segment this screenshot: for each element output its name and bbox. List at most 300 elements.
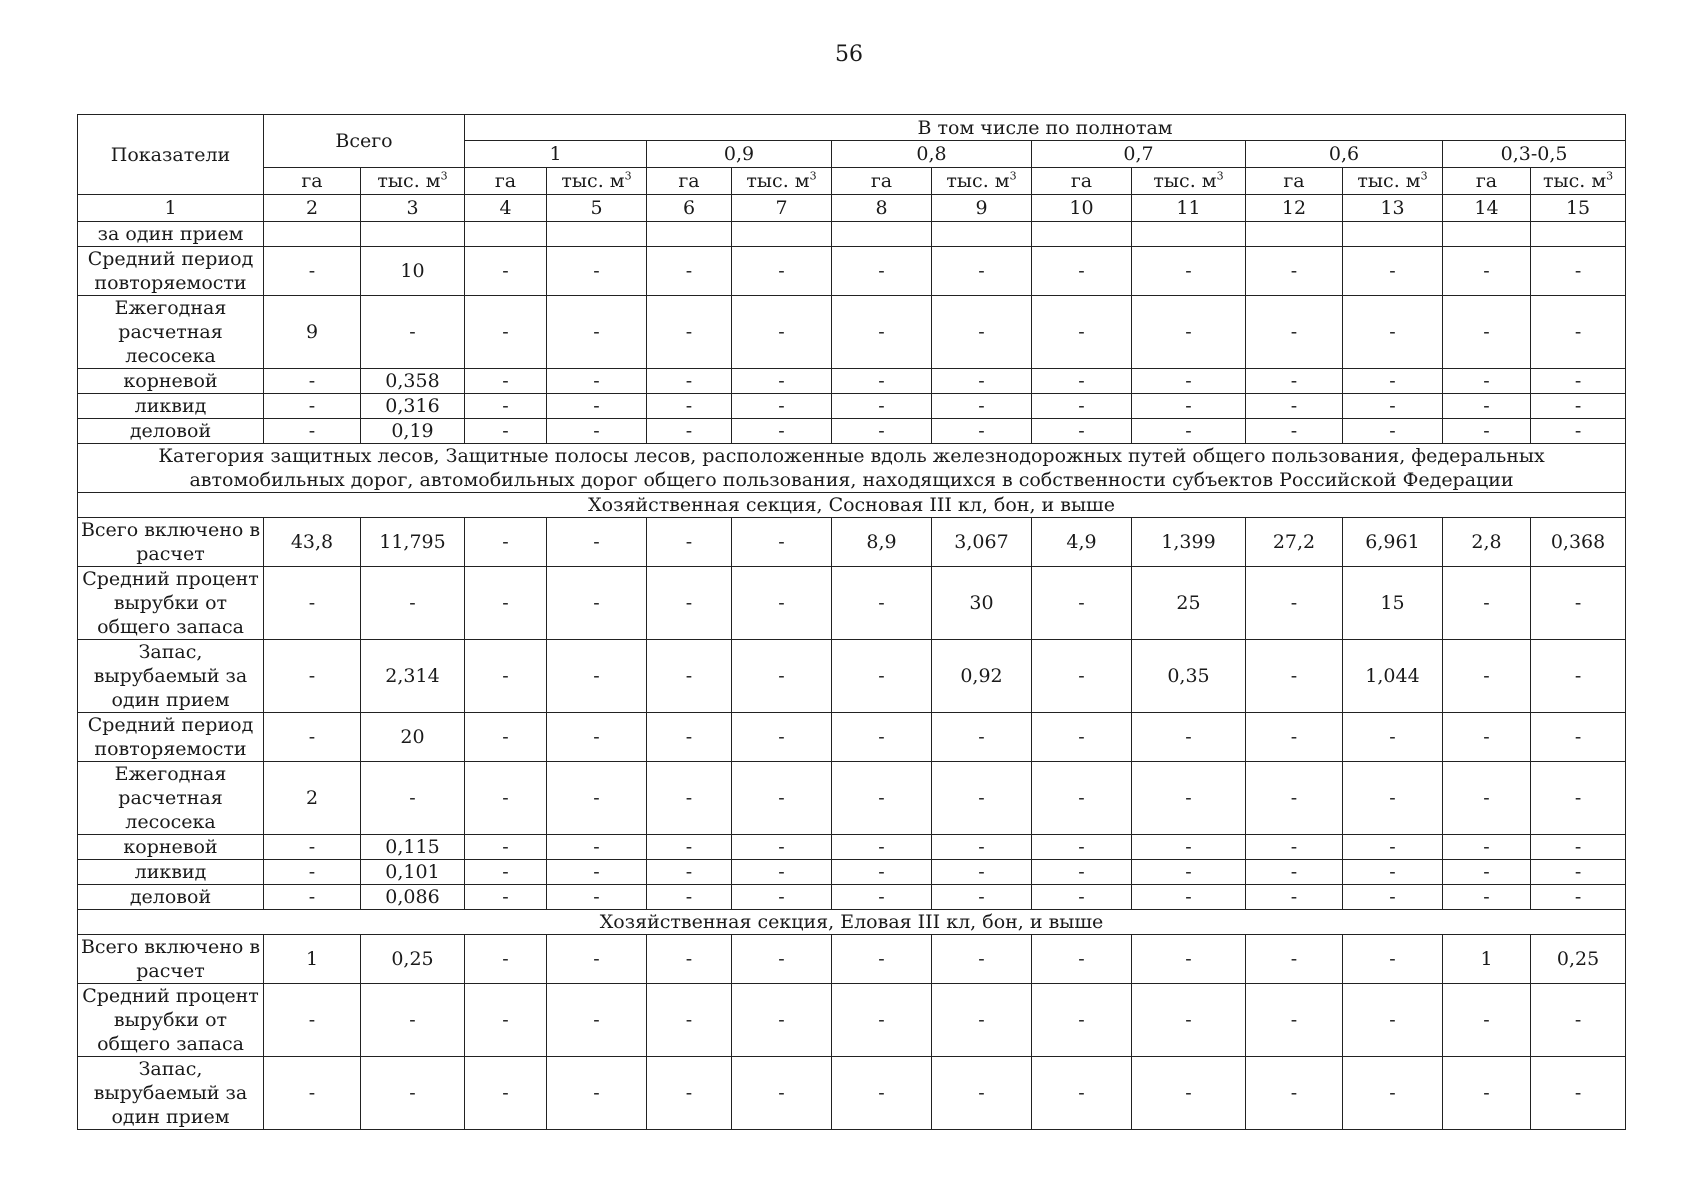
table-cell: 6,961 bbox=[1343, 518, 1443, 567]
table-header bbox=[78, 115, 1626, 222]
table-cell: - bbox=[932, 394, 1032, 419]
table-row bbox=[78, 984, 1626, 1057]
table-cell: - bbox=[647, 935, 732, 984]
row-label: ликвид bbox=[78, 394, 264, 419]
table-cell: - bbox=[1443, 567, 1531, 640]
table-cell: 0,316 bbox=[361, 394, 465, 419]
table-cell: - bbox=[832, 567, 932, 640]
column-number: 7 bbox=[732, 195, 832, 222]
table-cell: 8,9 bbox=[832, 518, 932, 567]
table-cell: - bbox=[1032, 935, 1132, 984]
table-cell: 1,399 bbox=[1132, 518, 1246, 567]
table-cell: 0,92 bbox=[932, 640, 1032, 713]
table-cell: - bbox=[264, 640, 361, 713]
table-cell: 25 bbox=[1132, 567, 1246, 640]
table-cell: 43,8 bbox=[264, 518, 361, 567]
table-cell: - bbox=[647, 885, 732, 910]
table-cell: - bbox=[932, 860, 1032, 885]
table-cell: - bbox=[1246, 762, 1343, 835]
table-cell: - bbox=[1531, 835, 1626, 860]
header-unit-row bbox=[78, 168, 1626, 195]
column-number: 1 bbox=[78, 195, 264, 222]
table-cell: - bbox=[647, 835, 732, 860]
table-cell: 9 bbox=[264, 296, 361, 369]
table-cell: - bbox=[732, 984, 832, 1057]
table-cell: - bbox=[547, 247, 647, 296]
unit-volume-text: тыс. м bbox=[377, 170, 441, 192]
table-cell: - bbox=[465, 369, 547, 394]
table-cell: - bbox=[264, 835, 361, 860]
table-cell: - bbox=[1443, 984, 1531, 1057]
header-by-density: В том числе по полнотам bbox=[465, 115, 1626, 141]
table-cell: - bbox=[465, 567, 547, 640]
table-row bbox=[78, 885, 1626, 910]
table-cell: - bbox=[1132, 713, 1246, 762]
table-cell: - bbox=[647, 296, 732, 369]
table-cell: - bbox=[1531, 1057, 1626, 1130]
table-cell: - bbox=[647, 860, 732, 885]
table-cell: - bbox=[732, 247, 832, 296]
table-cell: - bbox=[465, 247, 547, 296]
table-cell: - bbox=[647, 419, 732, 444]
column-number: 8 bbox=[832, 195, 932, 222]
table-cell: - bbox=[1343, 296, 1443, 369]
table-cell: - bbox=[832, 640, 932, 713]
table-cell: - bbox=[732, 296, 832, 369]
row-label: деловой bbox=[78, 885, 264, 910]
table-cell: - bbox=[1343, 1057, 1443, 1130]
table-cell: - bbox=[1032, 419, 1132, 444]
table-cell: - bbox=[1531, 885, 1626, 910]
table-row bbox=[78, 713, 1626, 762]
unit-volume-text: тыс. м bbox=[946, 170, 1010, 192]
table-cell: - bbox=[465, 1057, 547, 1130]
table-cell bbox=[1246, 222, 1343, 247]
table-cell: - bbox=[647, 567, 732, 640]
table-cell: - bbox=[732, 567, 832, 640]
table-cell: - bbox=[932, 762, 1032, 835]
column-number: 4 bbox=[465, 195, 547, 222]
table-cell: - bbox=[547, 394, 647, 419]
column-number: 2 bbox=[264, 195, 361, 222]
column-number: 12 bbox=[1246, 195, 1343, 222]
table-cell: 0,086 bbox=[361, 885, 465, 910]
table-cell: - bbox=[1246, 296, 1343, 369]
row-label: корневой bbox=[78, 369, 264, 394]
table-cell bbox=[1343, 222, 1443, 247]
table-cell bbox=[647, 222, 732, 247]
table-cell: 0,358 bbox=[361, 369, 465, 394]
table-row bbox=[78, 567, 1626, 640]
table-cell: - bbox=[732, 713, 832, 762]
table-cell: - bbox=[1032, 835, 1132, 860]
table-cell: - bbox=[1132, 835, 1246, 860]
table-cell: - bbox=[547, 885, 647, 910]
table-cell bbox=[932, 222, 1032, 247]
unit-volume-exponent: 3 bbox=[1606, 169, 1614, 183]
table-cell: - bbox=[1531, 984, 1626, 1057]
table-cell: 27,2 bbox=[1246, 518, 1343, 567]
table-row bbox=[78, 762, 1626, 835]
table-cell: - bbox=[361, 1057, 465, 1130]
table-cell: - bbox=[547, 567, 647, 640]
table-row bbox=[78, 394, 1626, 419]
unit-volume-exponent: 3 bbox=[1009, 169, 1017, 183]
table-cell: - bbox=[1531, 419, 1626, 444]
table-cell: - bbox=[465, 860, 547, 885]
unit-volume-text: тыс. м bbox=[1153, 170, 1217, 192]
table-cell: - bbox=[1132, 369, 1246, 394]
header-density: 1 bbox=[465, 141, 647, 168]
table-cell: - bbox=[647, 640, 732, 713]
table-cell: - bbox=[1443, 419, 1531, 444]
row-label: Ежегодная расчетная лесосека bbox=[78, 762, 264, 835]
table-cell: - bbox=[465, 935, 547, 984]
category-row bbox=[78, 444, 1626, 493]
table-cell: - bbox=[361, 762, 465, 835]
table-cell: - bbox=[647, 1057, 732, 1130]
table-cell: - bbox=[1443, 369, 1531, 394]
column-number: 13 bbox=[1343, 195, 1443, 222]
header-indicators: Показатели bbox=[78, 115, 264, 195]
table-cell: - bbox=[1032, 394, 1132, 419]
column-number: 5 bbox=[547, 195, 647, 222]
table-cell: - bbox=[264, 419, 361, 444]
table-cell: - bbox=[547, 419, 647, 444]
header-unit-ha: га bbox=[1032, 168, 1132, 195]
table-cell bbox=[547, 222, 647, 247]
table-cell: - bbox=[932, 984, 1032, 1057]
table-cell: - bbox=[647, 762, 732, 835]
column-number: 10 bbox=[1032, 195, 1132, 222]
table-cell: - bbox=[1132, 860, 1246, 885]
table-cell: - bbox=[647, 713, 732, 762]
table-cell: 0,115 bbox=[361, 835, 465, 860]
table-cell: 0,35 bbox=[1132, 640, 1246, 713]
table-cell: - bbox=[1246, 640, 1343, 713]
table-cell: - bbox=[1246, 1057, 1343, 1130]
row-label: Средний период повторяемости bbox=[78, 247, 264, 296]
table-cell: - bbox=[465, 394, 547, 419]
table-row bbox=[78, 419, 1626, 444]
table-cell: - bbox=[832, 935, 932, 984]
table-row bbox=[78, 518, 1626, 567]
table-cell: - bbox=[1246, 885, 1343, 910]
forest-table bbox=[77, 114, 1626, 1130]
table-cell: 2 bbox=[264, 762, 361, 835]
table-cell: 0,368 bbox=[1531, 518, 1626, 567]
row-label: Запас, вырубаемый за один прием bbox=[78, 1057, 264, 1130]
table-cell: - bbox=[1531, 247, 1626, 296]
section-label: Хозяйственная секция, Сосновая III кл, бон, и выше bbox=[78, 493, 1626, 518]
table-cell: - bbox=[932, 835, 1032, 860]
table-cell: 2,8 bbox=[1443, 518, 1531, 567]
table-cell: 0,101 bbox=[361, 860, 465, 885]
table-row bbox=[78, 247, 1626, 296]
table-cell bbox=[361, 222, 465, 247]
unit-volume-exponent: 3 bbox=[624, 169, 632, 183]
row-label: Средний процент вырубки от общего запаса bbox=[78, 567, 264, 640]
table-cell: - bbox=[547, 640, 647, 713]
table-cell: - bbox=[732, 885, 832, 910]
table-cell: - bbox=[647, 247, 732, 296]
table-cell: - bbox=[1246, 567, 1343, 640]
table-cell: - bbox=[932, 419, 1032, 444]
table-cell: - bbox=[264, 885, 361, 910]
table-cell: - bbox=[1443, 296, 1531, 369]
column-number: 15 bbox=[1531, 195, 1626, 222]
row-label: деловой bbox=[78, 419, 264, 444]
table-cell: - bbox=[465, 885, 547, 910]
table-cell: - bbox=[264, 247, 361, 296]
table-row bbox=[78, 369, 1626, 394]
row-label: за один прием bbox=[78, 222, 264, 247]
table-cell: - bbox=[1343, 394, 1443, 419]
table-row bbox=[78, 640, 1626, 713]
table-cell: - bbox=[832, 419, 932, 444]
table-cell: - bbox=[465, 762, 547, 835]
table-cell: - bbox=[1132, 419, 1246, 444]
table-cell bbox=[465, 222, 547, 247]
table-cell: - bbox=[1343, 860, 1443, 885]
table-cell: 2,314 bbox=[361, 640, 465, 713]
table-cell: - bbox=[1531, 394, 1626, 419]
unit-volume-text: тыс. м bbox=[1357, 170, 1421, 192]
table-cell: 0,25 bbox=[361, 935, 465, 984]
table-cell: - bbox=[264, 369, 361, 394]
header-column-numbers bbox=[78, 195, 1626, 222]
table-cell: - bbox=[932, 247, 1032, 296]
table-cell: - bbox=[932, 296, 1032, 369]
table-cell: - bbox=[832, 394, 932, 419]
row-label: Всего включено в расчет bbox=[78, 935, 264, 984]
table-cell: - bbox=[547, 860, 647, 885]
table-cell: - bbox=[1443, 835, 1531, 860]
unit-volume-text: тыс. м bbox=[1542, 170, 1607, 192]
table-cell: - bbox=[647, 369, 732, 394]
table-cell: - bbox=[465, 518, 547, 567]
section-label: Хозяйственная секция, Еловая III кл, бон, и выше bbox=[78, 910, 1626, 935]
table-cell: - bbox=[832, 247, 932, 296]
table-cell: 4,9 bbox=[1032, 518, 1132, 567]
table-cell: - bbox=[732, 1057, 832, 1130]
table-cell: - bbox=[1531, 762, 1626, 835]
table-cell: - bbox=[1246, 394, 1343, 419]
table-cell: - bbox=[1531, 296, 1626, 369]
table-cell: - bbox=[732, 640, 832, 713]
table-cell: - bbox=[732, 762, 832, 835]
table-row bbox=[78, 860, 1626, 885]
header-density: 0,9 bbox=[647, 141, 832, 168]
table-cell: - bbox=[1443, 885, 1531, 910]
table-cell: - bbox=[361, 296, 465, 369]
table-cell: - bbox=[361, 567, 465, 640]
table-cell: - bbox=[1246, 935, 1343, 984]
table-cell: - bbox=[647, 394, 732, 419]
table-cell: - bbox=[547, 713, 647, 762]
table-cell bbox=[1443, 222, 1531, 247]
table-row bbox=[78, 296, 1626, 369]
table-cell: - bbox=[547, 369, 647, 394]
table-cell: - bbox=[1531, 713, 1626, 762]
table-cell: - bbox=[1032, 984, 1132, 1057]
table-cell: - bbox=[264, 567, 361, 640]
table-cell: - bbox=[264, 860, 361, 885]
table-cell: - bbox=[1343, 419, 1443, 444]
table-cell: - bbox=[1343, 762, 1443, 835]
table-cell: - bbox=[264, 1057, 361, 1130]
table-cell: - bbox=[1246, 860, 1343, 885]
column-number: 6 bbox=[647, 195, 732, 222]
section-row bbox=[78, 910, 1626, 935]
table-cell: - bbox=[832, 984, 932, 1057]
header-density: 0,6 bbox=[1246, 141, 1443, 168]
table-cell: - bbox=[1343, 835, 1443, 860]
table-cell bbox=[264, 222, 361, 247]
table-cell: - bbox=[732, 369, 832, 394]
table-row bbox=[78, 835, 1626, 860]
table-cell: - bbox=[1443, 713, 1531, 762]
table-cell: - bbox=[1343, 713, 1443, 762]
table-cell: - bbox=[1032, 860, 1132, 885]
table-cell: - bbox=[1132, 296, 1246, 369]
table-cell: - bbox=[1132, 394, 1246, 419]
table-cell: - bbox=[1246, 984, 1343, 1057]
table-cell: - bbox=[1032, 885, 1132, 910]
table-cell: - bbox=[732, 419, 832, 444]
table-cell: - bbox=[932, 369, 1032, 394]
table-cell: - bbox=[1246, 369, 1343, 394]
table-cell: - bbox=[1531, 860, 1626, 885]
table-cell: - bbox=[832, 762, 932, 835]
table-cell: - bbox=[1443, 394, 1531, 419]
table-cell: - bbox=[1531, 567, 1626, 640]
table-cell: - bbox=[932, 713, 1032, 762]
table-cell: - bbox=[1246, 247, 1343, 296]
table-cell: 15 bbox=[1343, 567, 1443, 640]
unit-volume-text: тыс. м bbox=[746, 170, 810, 192]
page-number: 56 bbox=[835, 42, 863, 67]
table-cell: 20 bbox=[361, 713, 465, 762]
table-cell: - bbox=[1132, 1057, 1246, 1130]
table-cell: - bbox=[932, 935, 1032, 984]
unit-volume-text: тыс. м bbox=[561, 170, 625, 192]
header-density: 0,8 bbox=[832, 141, 1032, 168]
table-cell: - bbox=[1246, 835, 1343, 860]
table-cell: - bbox=[1443, 247, 1531, 296]
row-label: Запас, вырубаемый за один прием bbox=[78, 640, 264, 713]
row-label: корневой bbox=[78, 835, 264, 860]
header-unit-volume bbox=[932, 168, 1032, 195]
table-cell: - bbox=[1343, 369, 1443, 394]
header-density: 0,3-0,5 bbox=[1443, 141, 1626, 168]
table-body bbox=[78, 222, 1626, 1130]
table-cell: - bbox=[1132, 984, 1246, 1057]
table-cell: 11,795 bbox=[361, 518, 465, 567]
table-cell: - bbox=[932, 885, 1032, 910]
row-label: Ежегодная расчетная лесосека bbox=[78, 296, 264, 369]
column-number: 3 bbox=[361, 195, 465, 222]
section-row bbox=[78, 493, 1626, 518]
table-cell: - bbox=[264, 394, 361, 419]
table-cell: - bbox=[832, 860, 932, 885]
table-cell: - bbox=[732, 394, 832, 419]
table-cell: - bbox=[465, 419, 547, 444]
table-cell: - bbox=[465, 296, 547, 369]
table-cell bbox=[1531, 222, 1626, 247]
table-cell: - bbox=[732, 835, 832, 860]
table-cell bbox=[832, 222, 932, 247]
unit-volume-exponent: 3 bbox=[440, 169, 448, 183]
table-cell: - bbox=[1132, 762, 1246, 835]
table-cell: - bbox=[1132, 247, 1246, 296]
table-cell: - bbox=[1032, 567, 1132, 640]
table-cell: - bbox=[1032, 640, 1132, 713]
header-density: 0,7 bbox=[1032, 141, 1246, 168]
header-unit-ha: га bbox=[1246, 168, 1343, 195]
table-cell: - bbox=[1443, 762, 1531, 835]
table-cell: - bbox=[264, 713, 361, 762]
column-number: 14 bbox=[1443, 195, 1531, 222]
row-label: Всего включено в расчет bbox=[78, 518, 264, 567]
table-cell: - bbox=[465, 835, 547, 860]
table-cell: - bbox=[832, 369, 932, 394]
header-unit-volume bbox=[1343, 168, 1443, 195]
table-cell: - bbox=[1531, 640, 1626, 713]
table-cell: 0,19 bbox=[361, 419, 465, 444]
table-cell bbox=[732, 222, 832, 247]
row-label: Средний период повторяемости bbox=[78, 713, 264, 762]
table-cell: - bbox=[547, 984, 647, 1057]
table-cell: - bbox=[1343, 984, 1443, 1057]
table-cell: - bbox=[465, 640, 547, 713]
table-cell: - bbox=[1443, 1057, 1531, 1130]
table-cell: - bbox=[1443, 640, 1531, 713]
table-cell: - bbox=[832, 835, 932, 860]
table-cell: - bbox=[1032, 369, 1132, 394]
table-cell: 1,044 bbox=[1343, 640, 1443, 713]
table-cell: - bbox=[1343, 247, 1443, 296]
header-unit-ha: га bbox=[264, 168, 361, 195]
header-unit-ha: га bbox=[832, 168, 932, 195]
table-cell: - bbox=[732, 518, 832, 567]
table-cell: - bbox=[1246, 419, 1343, 444]
header-unit-volume bbox=[361, 168, 465, 195]
table-cell: - bbox=[1343, 885, 1443, 910]
table-cell: - bbox=[1032, 762, 1132, 835]
table-cell bbox=[1132, 222, 1246, 247]
table-cell: 30 bbox=[932, 567, 1032, 640]
table-cell: - bbox=[1132, 885, 1246, 910]
table-cell: - bbox=[465, 713, 547, 762]
table-cell: 3,067 bbox=[932, 518, 1032, 567]
table-row bbox=[78, 222, 1626, 247]
header-unit-volume bbox=[732, 168, 832, 195]
table-cell: - bbox=[547, 762, 647, 835]
table-cell: - bbox=[732, 860, 832, 885]
header-unit-ha: га bbox=[1443, 168, 1531, 195]
table-cell: - bbox=[832, 296, 932, 369]
table-cell: - bbox=[264, 984, 361, 1057]
table-cell: - bbox=[932, 1057, 1032, 1130]
table-cell: - bbox=[647, 518, 732, 567]
header-unit-volume bbox=[547, 168, 647, 195]
category-label: Категория защитных лесов, Защитные полосы лесов, расположенные вдоль железнодорожных путей общего пользования, федеральных автомобильных дорог, автомобильных дорог общего пользования, находящихся в собственности субъектов Российской Федерации bbox=[78, 444, 1626, 493]
table-row bbox=[78, 935, 1626, 984]
header-unit-volume bbox=[1531, 168, 1626, 195]
header-unit-volume bbox=[1132, 168, 1246, 195]
table-cell: - bbox=[1032, 296, 1132, 369]
